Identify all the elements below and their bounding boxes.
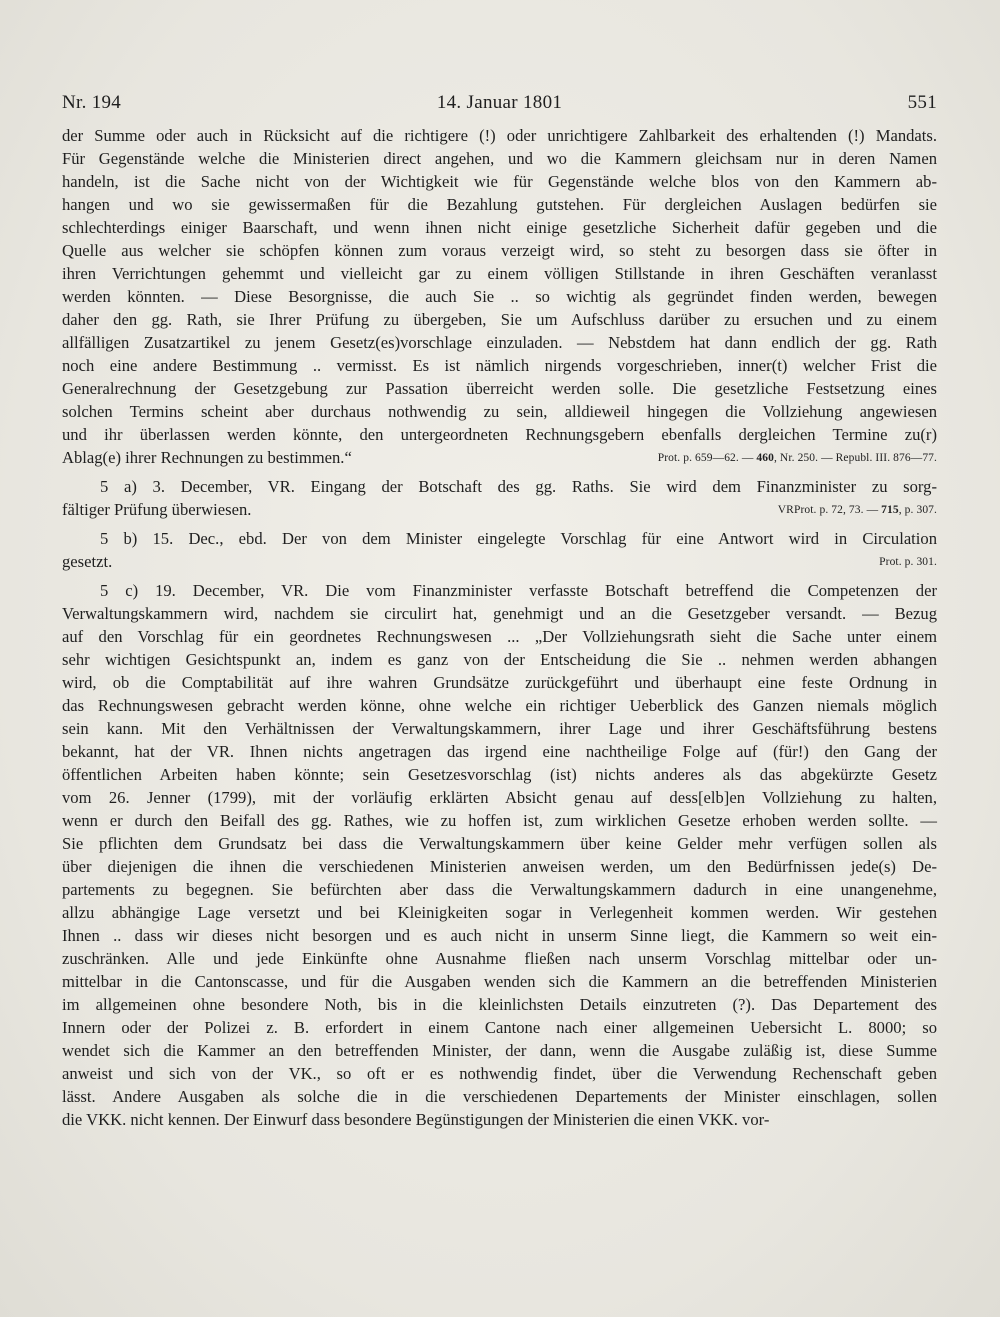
text-line: die VKK. nicht kennen. Der Einwurf dass besondere Begünstigungen der Ministerien die einen VKK. vor-: [62, 1110, 770, 1129]
reference-part: Prot. p. 659—62. —: [657, 452, 757, 464]
text-line: noch eine andere Bestimmung .. vermisst. Es ist nämlich nirgends vorgeschrieben, inner(t) welcher Frist die: [62, 356, 937, 375]
paragraph-p1: [62, 124, 937, 469]
document-number: Nr. 194: [62, 92, 122, 113]
text-line: der Summe oder auch in Rücksicht auf die richtigere (!) oder unrichtigere Zahlbarkeit des erhaltenden (!) Mandats.: [62, 126, 937, 145]
text-line: Für Gegenstände welche die Ministerien direct angehen, und wo die Kammern gleichsam nur in deren Namen: [62, 149, 937, 168]
reference-part: 715: [881, 504, 899, 516]
text-line: 5 a) 3. December, VR. Eingang der Botschaft des gg. Raths. Sie wird dem Finanzminister zu sorg-: [100, 477, 937, 496]
source-reference: [658, 447, 937, 470]
page-header: [62, 92, 937, 116]
source-reference: [778, 499, 937, 522]
text-line-with-reference: [62, 446, 937, 469]
text-line: auf den Vorschlag für ein geordnetes Rechnungswesen ... „Der Vollziehungsrath sieht die Sache unter einem: [62, 627, 937, 646]
date-heading: 14. Januar 1801: [436, 92, 563, 113]
text-line: Generalrechnung der Gesetzgebung zur Passation überreicht werden solle. Die gesetzliche Festsetzung eines: [62, 379, 937, 398]
text-line: Sie pflichten dem Grundsatz bei dass die Verwaltungskammern über keine Gelder mehr verfügen sollen als: [62, 834, 937, 853]
text-line: wird, ob die Comptabilität auf ihre wahren Grundsätze zurückgeführt und überhaupt eine feste Ordnung in: [62, 673, 937, 692]
text-line: sein kann. Mit den Verhältnissen der Verwaltungskammern, ihrer Lage und ihrer Geschäftsführung bestens: [62, 719, 937, 738]
text-line: Ihnen .. dass wir dieses nicht besorgen und es auch nicht in unserm Sinne liegt, die Kammern so weit ein-: [62, 926, 937, 945]
text-line: allzu abhängige Lage versetzt und bei Kleinigkeiten sogar in Verlegenheit kommen werden. Wir gestehen: [62, 903, 937, 922]
paragraph-p3: [62, 527, 937, 573]
text-line: solchen Termins scheint aber durchaus nothwendig zu sein, alldieweil hingegen die Vollziehung angewiesen: [62, 402, 937, 421]
reference-part: Prot. p. 301.: [879, 556, 937, 568]
text-line: zuschränken. Alle und jede Einkünfte ohne Ausnahme fließen nach unserm Vorschlag mittelbar oder un-: [62, 949, 937, 968]
page-number: 551: [907, 92, 937, 113]
text-line: hangen und wo sie gewissermaßen für die Bezahlung gutstehen. Für dergleichen Auslagen bedürfen sie: [62, 195, 937, 214]
text-line: im allgemeinen ohne besondere Noth, bis in die kleinlichsten Details einzutreten (?). Das Departement des: [62, 995, 937, 1014]
document-body: [62, 124, 937, 1137]
text-line: lässt. Andere Ausgaben als solche die in die verschiedenen Departements der Minister einschlagen, sollen: [62, 1087, 937, 1106]
text-line: sehr wichtigen Gesichtspunkt an, indem es ganz von der Entscheidung die Sie .. nehmen werden abhangen: [62, 650, 937, 669]
paragraph-p2: [62, 475, 937, 521]
text-line: vom 26. Jenner (1799), mit der vorläufig erklärten Absicht genau auf dess[elb]en Vollziehung zu halten,: [62, 788, 937, 807]
text-line-with-reference: [62, 498, 937, 521]
text-line-final: Ablag(e) ihrer Rechnungen zu bestimmen.“: [62, 448, 352, 467]
reference-part: , Nr. 250. — Republ. III. 876—77.: [773, 452, 937, 464]
text-line: partements zu begegnen. Sie befürchten aber dass die Verwaltungskammern dadurch in eine unangenehme,: [62, 880, 937, 899]
text-line: schlechterdings einiger Baarschaft, und wenn ihnen nicht einige gesetzliche Sicherheit dafür gegeben und die: [62, 218, 937, 237]
text-line-final: fältiger Prüfung überwiesen.: [62, 500, 252, 519]
text-line: Verwaltungskammern wird, nachdem sie circulirt hat, genehmigt und an die Gesetzgeber versandt. — Bezug: [62, 604, 937, 623]
text-line: werden könnten. — Diese Besorgnisse, die auch Sie .. so wichtig als gegründet finden werden, bewegen: [62, 287, 937, 306]
text-line: anweist und sich von der VK., so oft er es nothwendig findet, über die Verwendung Rechenschaft geben: [62, 1064, 937, 1083]
text-line: wenn er durch den Beifall des gg. Rathes, wie zu hoffen ist, zum wirklichen Gesetze erhoben werden sollte. —: [62, 811, 937, 830]
reference-part: , p. 307.: [898, 504, 937, 516]
reference-part: 460: [756, 452, 774, 464]
text-line: allfälligen Zusatzartikel zu jenem Gesetz(es)vorschlage einzuladen. — Nebstdem hat dann endlich der gg. Rath: [62, 333, 937, 352]
text-line: 5 b) 15. Dec., ebd. Der von dem Minister eingelegte Vorschlag für eine Antwort wird in Circulation: [100, 529, 937, 548]
text-line: 5 c) 19. December, VR. Die vom Finanzminister verfasste Botschaft betreffend die Competenzen der: [100, 581, 937, 600]
reference-part: VRProt. p. 72, 73. —: [777, 504, 882, 516]
text-line: über diejenigen die ihnen die verschiedenen Ministerien anweisen werden, um den Bedürfnissen jede(s) De-: [62, 857, 937, 876]
text-line: wendet sich die Kammer an den betreffenden Minister, der dann, wenn die Ausgabe zuläßig ist, diese Summe: [62, 1041, 937, 1060]
text-line: bekannt, hat der VR. Ihnen nichts angetragen das irgend eine nachtheilige Folge auf (für!) den Gang der: [62, 742, 937, 761]
text-line: und ihr überlassen werden könnte, den untergeordneten Rechnungsgebern ebenfalls dergleichen Termine zu(r): [62, 425, 937, 444]
text-line-with-reference: [62, 550, 937, 573]
text-line: ihren Verrichtungen gehemmt und vielleicht gar zu einem völligen Stillstande in ihren Geschäften veranlasst: [62, 264, 937, 283]
text-line: mittelbar in die Cantonscasse, und für die Ausgaben wenden sich die Kammern an die betreffenden Ministerien: [62, 972, 937, 991]
source-reference: [879, 551, 937, 574]
text-line: Quelle aus welcher sie schöpfen können zum voraus verzeigt wird, so steht zu besorgen dass sie öfter in: [62, 241, 937, 260]
paragraph-p4: [62, 579, 937, 1131]
text-line-final: gesetzt.: [62, 552, 113, 571]
text-line: handeln, ist die Sache nicht von der Wichtigkeit wie für Gegenstände welche blos von den Kammern ab-: [62, 172, 937, 191]
text-line: Innern oder der Polizei z. B. erfordert in einem Cantone nach einer allgemeinen Uebersicht L. 8000; so: [62, 1018, 937, 1037]
text-line: öffentlichen Arbeiten haben könnte; sein Gesetzesvorschlag (ist) nichts anderes als das abgekürzte Gesetz: [62, 765, 937, 784]
text-line: daher den gg. Rath, sie Ihrer Prüfung zu übergeben, Sie um Aufschluss darüber zu ersuchen und zu einem: [62, 310, 937, 329]
text-line: das Rechnungswesen gebracht werden könne, ohne welche ein richtiger Ueberblick des Ganzen niemals möglich: [62, 696, 937, 715]
